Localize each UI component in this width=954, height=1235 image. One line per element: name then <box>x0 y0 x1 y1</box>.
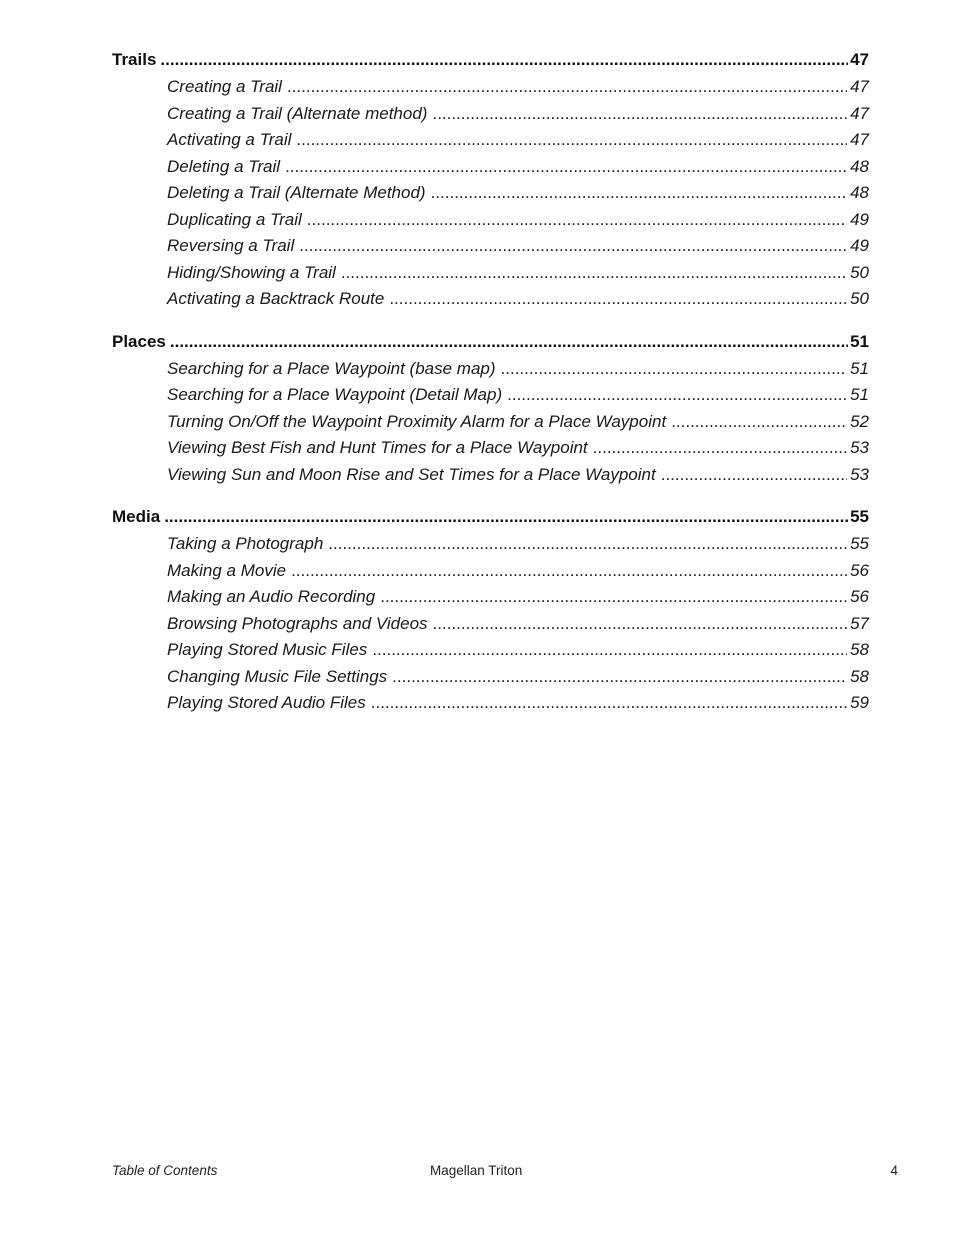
dot-leader <box>432 104 847 124</box>
toc-entry-label: Deleting a Trail (Alternate Method) <box>167 183 426 202</box>
dot-leader <box>392 667 847 687</box>
toc-heading-title: Trails <box>112 50 157 69</box>
toc-heading-page: 55 <box>850 507 869 526</box>
toc-entry-page: 50 <box>850 262 869 282</box>
toc-entry-page: 57 <box>850 613 869 633</box>
dot-leader <box>507 385 847 405</box>
dot-leader <box>287 77 847 97</box>
dot-leader <box>671 412 847 432</box>
toc-entry-page: 58 <box>850 666 869 686</box>
toc-entry-label: Activating a Backtrack Route <box>167 289 385 308</box>
toc-entry-label: Changing Music File Settings <box>167 666 388 686</box>
toc-heading-row[interactable] <box>112 332 869 359</box>
page-footer <box>112 1163 898 1181</box>
toc-entry-page: 51 <box>850 358 869 378</box>
footer-document-title: Magellan Triton <box>430 1163 523 1178</box>
toc-entry[interactable] <box>112 130 869 157</box>
toc-entry-page: 49 <box>850 236 869 255</box>
toc-entry-label: Making an Audio Recording <box>167 587 376 606</box>
dot-leader <box>593 438 847 458</box>
toc-entry-page: 53 <box>850 438 869 457</box>
toc-entry[interactable] <box>112 385 869 412</box>
toc-entry-label: Turning On/Off the Waypoint Proximity Alarm for a Place Waypoint <box>167 411 667 431</box>
dot-leader <box>372 640 847 660</box>
dot-leader <box>170 332 848 352</box>
dot-leader <box>296 130 847 150</box>
toc-entry-label: Taking a Photograph <box>167 534 324 553</box>
toc-entry[interactable] <box>112 183 869 210</box>
toc-entry[interactable] <box>112 210 869 237</box>
toc-entry-label: Duplicating a Trail <box>167 209 302 229</box>
toc-entry[interactable] <box>112 289 869 316</box>
toc-entry[interactable] <box>112 157 869 184</box>
dot-leader <box>380 587 847 607</box>
toc-entry-label: Making a Movie <box>167 560 287 580</box>
toc-entry[interactable] <box>112 667 869 694</box>
toc-entry-page: 47 <box>850 103 869 123</box>
dot-leader <box>299 236 847 256</box>
toc-section-media <box>112 507 869 720</box>
dot-leader <box>433 614 848 634</box>
toc-heading-row[interactable] <box>112 507 869 534</box>
toc-entry[interactable] <box>112 263 869 290</box>
toc-entry-label: Reversing a Trail <box>167 236 295 255</box>
dot-leader <box>164 507 848 527</box>
toc-entry[interactable] <box>112 587 869 614</box>
toc-entry-label: Viewing Sun and Moon Rise and Set Times for a Place Waypoint <box>167 464 656 484</box>
dot-leader <box>160 50 848 70</box>
toc-entry-label: Creating a Trail (Alternate method) <box>167 103 428 123</box>
toc-heading-title: Places <box>112 331 166 351</box>
dot-leader <box>501 359 848 379</box>
toc-entry[interactable] <box>112 412 869 439</box>
toc-heading-title: Media <box>112 507 161 526</box>
toc-entry[interactable] <box>112 438 869 465</box>
toc-entry-page: 59 <box>850 693 869 712</box>
dot-leader <box>341 263 847 283</box>
toc-entry-label: Viewing Best Fish and Hunt Times for a Place Waypoint <box>167 438 588 457</box>
toc-entry[interactable] <box>112 104 869 131</box>
dot-leader <box>307 210 847 230</box>
dot-leader <box>291 561 847 581</box>
toc-entry[interactable] <box>112 236 869 263</box>
toc-heading-row[interactable] <box>112 50 869 77</box>
toc-entry-page: 53 <box>850 464 869 484</box>
toc-entry-page: 58 <box>850 640 869 659</box>
toc-entry-page: 48 <box>850 156 869 176</box>
toc-heading-page: 47 <box>850 50 869 69</box>
toc-entry-label: Playing Stored Music Files <box>167 640 368 659</box>
toc-entry[interactable] <box>112 640 869 667</box>
toc-entry-page: 56 <box>850 560 869 580</box>
footer-section-title: Table of Contents <box>112 1163 218 1178</box>
toc-entry-label: Playing Stored Audio Files <box>167 693 366 712</box>
toc-entry[interactable] <box>112 614 869 641</box>
toc-entry-label: Creating a Trail <box>167 77 282 96</box>
toc-entry-label: Browsing Photographs and Videos <box>167 613 428 633</box>
toc-entry-page: 56 <box>850 587 869 606</box>
toc-entry-page: 55 <box>850 534 869 553</box>
toc-entry-page: 52 <box>850 411 869 431</box>
toc-entry[interactable] <box>112 465 869 492</box>
toc-entry-label: Activating a Trail <box>167 130 292 149</box>
toc-entry-label: Searching for a Place Waypoint (Detail Map) <box>167 385 503 404</box>
dot-leader <box>328 534 847 554</box>
toc-entry-page: 47 <box>850 130 869 149</box>
table-of-contents <box>112 50 869 736</box>
dot-leader <box>661 465 847 485</box>
toc-entry[interactable] <box>112 77 869 104</box>
dot-leader <box>389 289 847 309</box>
toc-entry[interactable] <box>112 561 869 588</box>
toc-section-places <box>112 332 869 492</box>
toc-entry-page: 49 <box>850 209 869 229</box>
toc-section-trails <box>112 50 869 316</box>
toc-entry-label: Deleting a Trail <box>167 156 281 176</box>
dot-leader <box>431 183 848 203</box>
toc-entry-label: Hiding/Showing a Trail <box>167 262 336 282</box>
toc-entry[interactable] <box>112 693 869 720</box>
dot-leader <box>285 157 847 177</box>
toc-entry-page: 50 <box>850 289 869 308</box>
dot-leader <box>371 693 847 713</box>
toc-entry-page: 47 <box>850 77 869 96</box>
toc-entry-label: Searching for a Place Waypoint (base map) <box>167 358 496 378</box>
toc-entry-page: 48 <box>850 183 869 202</box>
toc-entry-page: 51 <box>850 385 869 404</box>
toc-heading-page: 51 <box>850 331 869 351</box>
footer-page-number: 4 <box>890 1163 898 1178</box>
toc-entry[interactable] <box>112 359 869 386</box>
toc-entry[interactable] <box>112 534 869 561</box>
